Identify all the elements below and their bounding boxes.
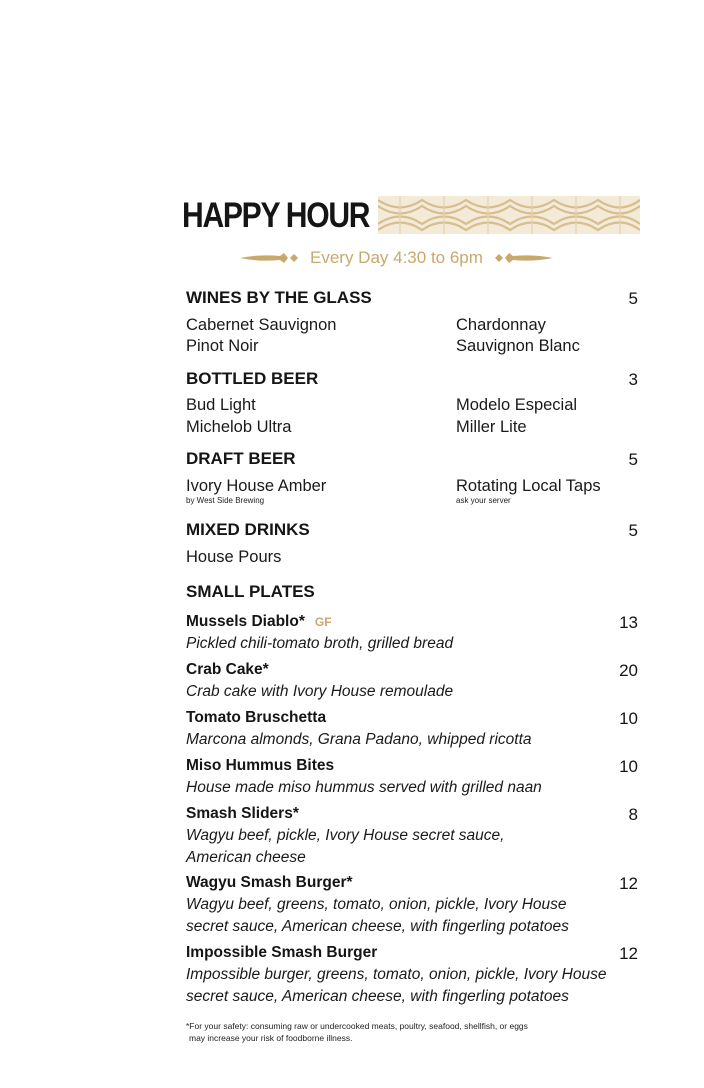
bottled-beer-price: 3: [628, 370, 638, 389]
menu-item-description: Pickled chili-tomato broth, grilled bread: [186, 635, 454, 652]
menu-item-name: [186, 613, 332, 631]
section-heading-draft-beer: DRAFT BEER: [186, 449, 296, 468]
beer-item: Bud Light: [186, 396, 256, 414]
menu-item-description: Wagyu beef, greens, tomato, onion, pickle, Ivory House: [186, 896, 567, 913]
left-ornament-icon: [240, 252, 298, 264]
draft-item: Rotating Local Taps: [456, 477, 601, 495]
wine-item: Pinot Noir: [186, 337, 259, 355]
menu-item-title: Mussels Diablo*: [186, 613, 305, 630]
menu-item-price: 12: [619, 874, 638, 893]
menu-item-price: 10: [619, 757, 638, 776]
menu-item-price: 8: [628, 805, 638, 824]
gluten-free-badge: GF: [314, 615, 332, 629]
menu-item-description: secret sauce, American cheese, with fingerling potatoes: [186, 918, 569, 935]
section-heading-wines: WINES BY THE GLASS: [186, 288, 372, 307]
menu-item-price: 12: [619, 944, 638, 963]
section-heading-mixed-drinks: MIXED DRINKS: [186, 520, 310, 539]
section-heading-small-plates: SMALL PLATES: [186, 582, 315, 601]
subtitle-row: [240, 248, 553, 268]
wine-item: Cabernet Sauvignon: [186, 316, 337, 334]
wines-price: 5: [628, 289, 638, 308]
menu-item-description: secret sauce, American cheese, with fingerling potatoes: [186, 988, 569, 1005]
menu-item-description: House made miso hummus served with grilled naan: [186, 779, 542, 796]
menu-item-price: 10: [619, 709, 638, 728]
food-safety-footnote: [186, 1020, 528, 1044]
beer-item: Michelob Ultra: [186, 418, 292, 436]
menu-item-name: Wagyu Smash Burger*: [186, 874, 353, 891]
menu-item-description: Wagyu beef, pickle, Ivory House secret sauce,: [186, 827, 505, 844]
page-title: HAPPY HOUR: [182, 196, 370, 235]
draft-item: Ivory House Amber: [186, 477, 327, 495]
menu-item-name: Tomato Bruschetta: [186, 709, 327, 726]
draft-beer-price: 5: [628, 450, 638, 469]
menu-item-description: Crab cake with Ivory House remoulade: [186, 683, 454, 700]
right-ornament-icon: [495, 252, 553, 264]
happy-hour-times: Every Day 4:30 to 6pm: [310, 248, 483, 267]
decorative-lattice-pattern: [378, 196, 640, 234]
menu-item-price: 13: [619, 613, 638, 632]
menu-item-name: Smash Sliders*: [186, 805, 299, 822]
footnote-line: *For your safety: consuming raw or undercooked meats, poultry, seafood, shellfish, or eggs: [186, 1021, 528, 1031]
mixed-drink-item: House Pours: [186, 548, 282, 566]
menu-item-description: Marcona almonds, Grana Padano, whipped ricotta: [186, 731, 532, 748]
beer-item: Modelo Especial: [456, 396, 578, 414]
wine-item: Sauvignon Blanc: [456, 337, 580, 355]
menu-item-description: American cheese: [186, 849, 306, 866]
section-heading-bottled-beer: BOTTLED BEER: [186, 369, 319, 388]
menu-item-name: Impossible Smash Burger: [186, 944, 378, 961]
draft-item-note: ask your server: [456, 496, 511, 505]
menu-item-price: 20: [619, 661, 638, 680]
mixed-drinks-price: 5: [628, 521, 638, 540]
menu-item-name: Crab Cake*: [186, 661, 269, 678]
wine-item: Chardonnay: [456, 316, 546, 334]
footnote-line: may increase your risk of foodborne illness.: [189, 1033, 353, 1043]
menu-item-description: Impossible burger, greens, tomato, onion, pickle, Ivory House: [186, 966, 607, 983]
beer-item: Miller Lite: [456, 418, 527, 436]
draft-item-note: by West Side Brewing: [186, 496, 265, 505]
menu-item-name: Miso Hummus Bites: [186, 757, 335, 774]
